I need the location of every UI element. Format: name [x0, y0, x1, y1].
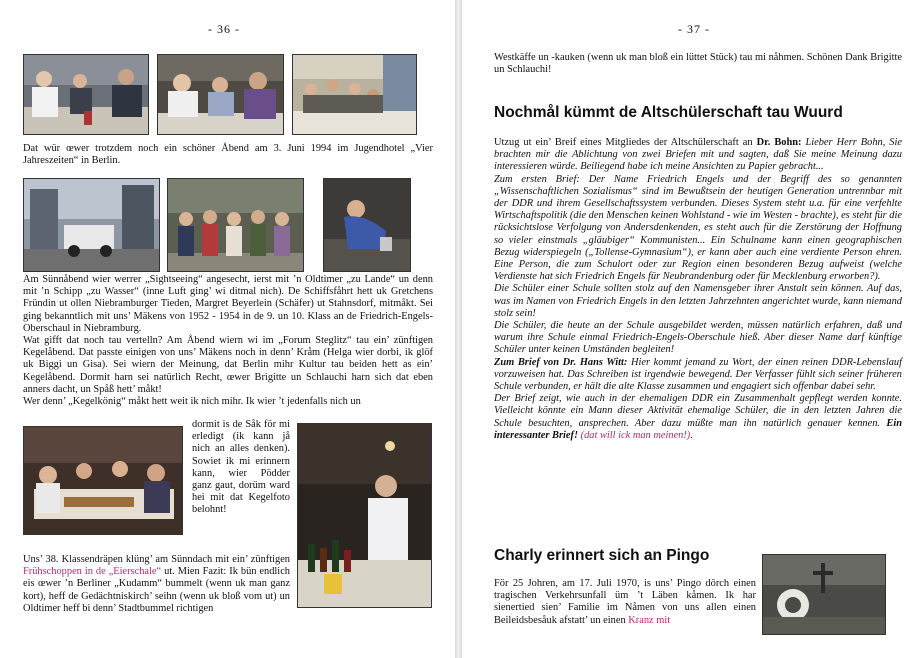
letter-stolz: Die Schüler einer Schule sollten stolz auf den Namensgeber ihrer Anstalt sein können. Auf das, was im Namen von Friedrich Engels in den letzten Jahrzehnten angerichtet wurde, kann niemand stolz sein!: [494, 283, 902, 319]
letter-lead: Utzug ut ein’ Breif eines Mitgliedes der Altschülerschaft an: [494, 137, 757, 148]
photo-man-bending: [323, 178, 411, 272]
para-fazit-b: ut. Mien Fazit: Ik bün endlich eis œwer ’n Berliner „Kudamm“ bummelt (wenn uk man ganz kort), heff de Gedächtniskirch’ seihn (wenn uk bloß vom ut) un Oldtimer heff bi denn’ Stadtbummel richtigen: [23, 566, 291, 614]
page-number: - 36 -: [208, 22, 240, 36]
para-sightseeing: Am Sünnåbend wier werrer „Sightseeing“ angesecht, ierst mit ’n Oldtimer „zu Lande“ un denn mit ’n Schipp „zu Wasser“ (inne Luft ging’ wi ditmal nich). De Schiffsfåhrt hett uk Gretchens Fründin ut ollen Niebramburger Tieden, Margret Beyerlein (Schäfer) ut Stahnsdorf, mitmåkt. Sei ging bekanntlich mit uns’ Mäkens von 1952 - 1954 in de 9. un 10. Klass an de Friedrich-Engels-Oberschaul in Niebramburg.: [23, 274, 433, 334]
letter-witt-heading: Zum Brief von Dr. Hans Witt:: [494, 356, 628, 368]
letter-intro: Lieber Herr Bohn, Sie brachten mir die Ablichtung von zwei Briefen mit und sagten, daß Sie meine Meinung dazu interessieren würde. Beiliegend habe ich meine Ansichten zu Papier gebracht...: [494, 137, 903, 173]
photo-dinner-old-man: [23, 54, 149, 135]
book-gutter: [455, 0, 462, 658]
heading-charly: Charly erinnert sich an Pingo: [494, 547, 710, 564]
photo-table-evening: [23, 426, 183, 535]
kranz-highlight: Kranz mit: [628, 614, 671, 626]
letter-first-brief: Zum ersten Brief: Der Name Friedrich Engels und der Begriff des so genannten „Wissenschaftlichen Sozialismus“ sind im Bewußtsein der heutigen Generation untrennbar mit der DDR und ihrem Gesellschaftssystem verbunden. Dieses System steht u.a. für eine verfehlte Wirtschaftspolitik (die den Menschen keinen Wohlstand - wie im Westen - brachte), es steht für die rücksichtslose Verfolgung von Andersdenkenden, es steht auch für die Zerstörung der Hoffnung so vieler einstmals „gläubiger“ Kommunisten... Ein Schulname kann einen geographischen Bezug widerspiegeln („Tollense-Gymnasium“), er kann aber auch eine verdiente Person ehren. Eine Person, die zum Schulort oder zur Region einen besonderen Bezug aufweist (welche Verdienste hat sich Friedrich Engels für Neubrandenburg oder für Mecklenburg erworben?).: [494, 173, 902, 283]
para-fazit-a: Uns’ 38. Klassendräpen klüng’ am Sünndach mit ein’ zünftigen: [23, 554, 290, 565]
paragraph-sightseeing: [23, 274, 433, 408]
right-page: [462, 0, 920, 658]
paragraph-fruehschoppen: [23, 554, 290, 615]
photo-women-at-table: [157, 54, 284, 135]
fruehschoppen-highlight: Frühschoppen in de „Eierschale“: [23, 566, 162, 578]
charly-text: För 25 Johren, am 17. Juli 1970, is uns’ Pingo dörch einen tragischen Verkehrsunfall üm ’t Läben kåmen. Ik har sienertied sien’ Familie im Nåmen von uns allen einen Beileidsbesåuk afstatt’ un einen: [494, 578, 756, 626]
photo-grave-wreath: [762, 554, 886, 635]
page-number: - 37 -: [678, 22, 710, 36]
letter-witt-text: Hier kommt jemand zu Wort, der einen reinen DDR-Lebenslauf vorzuweisen hat. Das Schreiben ist irgendwie bewegend. Der Verfasser fühlt sich seiner früheren Schule verbunden, er hält die alte Klasse zusammen und engagiert sich offenbar dabei sehr.: [494, 356, 902, 393]
heading-altschuelerschaft: Nochmål kümmt de Altschülerschaft tau Wuurd: [494, 104, 843, 121]
intro-text: Westkäffe un -kauken (wenn uk man bloß ein lüttet Stück) tau mi nåhmen. Schönen Dank Brigitte un Schlauchi!: [494, 52, 902, 76]
photo-bottles-man: [297, 423, 432, 608]
letter-schueler: Die Schüler, die heute an der Schule ausgebildet werden, müssen natürlich erfahren, daß und warum ihre Schule einmal Friedrich-Engels-Oberschule hieß. Aber dieser Name darf künftige Schüler unter keinen Umständen begleiten!: [494, 320, 902, 356]
photo-group-standing: [167, 178, 304, 272]
article-altschuelerschaft: Utzug ut ein’ Breif eines Mitgliedes der Altschülerschaft an Dr. Bohn: Lieber Herr Bohn, Sie brachten mir die Ablichtung von zwei Briefen mit und sagten, daß Sie meine Meinung dazu interessieren würde. Beiliegend habe ich meine Ansichten zu Papier gebracht... Zum ersten Brief: Der Name Friedrich Engels und der Begriff des so genannten „Wissenschaftlichen Sozialismus“ sind im Bewußtsein der heutigen Generation untrennbar mit der DDR und ihrem Gesellschaftssystem verbunden. Dieses System steht u.a. für eine verfehlte Wirtschaftspolitik (die den Menschen keinen Wohlstand - wie im Westen - brachte), es steht für die rücksichtslose Verfolgung von Andersdenkenden, es steht auch für die Zerstörung der Hoffnung so vieler einstmals „gläubiger“ Kommunisten... Ein Schulname kann einen geographischen Bezug widerspiegeln („Tollense-Gymnasium“), er kann aber auch eine verdiente Person ehren. Eine Person, die zum Schulort oder zur Region einen besonderen Bezug aufweist (welche Verdienste hat sich Friedrich Engels für Neubrandenburg oder für Mecklenburg erworben?). Die Schüler einer Schule sollten stolz auf den Namensgeber ihrer Anstalt sein können. Auf das, was im Namen von Friedrich Engels in den letzten Jahrzehnten angerichtet wurde, kann niemand stolz sein! Die Schüler, die heute an der Schule ausgebildet werden, müssen natürlich erfahren, daß und warum ihre Schule einmal Friedrich-Engels-Oberschule hieß. Aber dieser Name darf künftige Schüler unter keinen Umständen begleiten! Zum Brief von Dr. Hans Witt: Hier kommt jemand zu Wort, der einen reinen DDR-Lebenslauf vorzuweisen hat. Das Schreiben ist irgendwie bewegend. Der Verfasser fühlt sich seiner früheren Schule verbunden, er hält die alte Klasse zusammen und engagiert sich offenbar dabei sehr. Der Brief zeigt, wie auch in der ehemaligen DDR ein Zusammenhalt gepflegt werden konnte. Vielleicht könnte ein Mann dieser Aktivität ehemalige Schüler, die in den letzten Jahren die Schule besuchten, ansprechen. Aber dazu müßte man ihn natürlich genauer kennen. Ein interessanter Brief! (dat will ick man meinen!).: [494, 137, 903, 441]
letter-zusammenhalt: Der Brief zeigt, wie auch in der ehemaligen DDR ein Zusammenhalt gepflegt werden konnte. Vielleicht könnte ein Mann dieser Aktivität ehemalige Schüler, die in den letzten Jahren die Schule besuchten, ansprechen. Aber dazu müßte man ihn natürlich genauer kennen.: [494, 393, 902, 429]
paragraph-kegelfoto: dormit is de Såk för mi erledigt (ik kann jå nich an alles denken). Sowiet ik mi erinnern kann, wier Pödder ganz gaut, dorüm ward hei mit dat Kegelfoto belohnt!: [192, 419, 290, 516]
photo-old-timer: [23, 178, 160, 272]
photo-dinner-party: [292, 54, 417, 135]
caption-text: Dat wür œwer trotzdem noch ein schöner Åbend am 3. Juni 1994 im Jugendhotel „Vier Jahreszeiten“ in Berlin.: [23, 143, 433, 167]
para-kegelabend: Wat gifft dat noch tau vertelln? Am Åbend wiern wi im „Forum Steglitz“ tau ein’ zünftigen Kegelåbend. Dat passte einigen von uns’ Mäkens noch in denn’ Kråm (Helga wier dorbi, ik glöf uk Biggi un Gisa). Sei wiern der Meinung, dat Berlin mihr Kultur tau beiden hett as ein’ Kegelåbend. Dormit harn sei natürlich Recht, œwer Brigitte un Schlauchi harn sich dat eben anners dacht, un Spåß hett’ måkt!: [23, 335, 433, 395]
para-kegelkoenig: Wer denn’ „Kegelkönig“ måkt hett weit ik nich mihr. Ik wier ’t jedenfalls nich un: [23, 396, 361, 408]
comment-highlight: (dat will ick man meinen!): [580, 429, 691, 441]
left-page: [0, 0, 455, 658]
letter-recipient: Dr. Bohn:: [756, 137, 802, 148]
article-charly: [494, 578, 756, 627]
letter-conclusion: Ein interessanter Brief!: [494, 417, 902, 441]
